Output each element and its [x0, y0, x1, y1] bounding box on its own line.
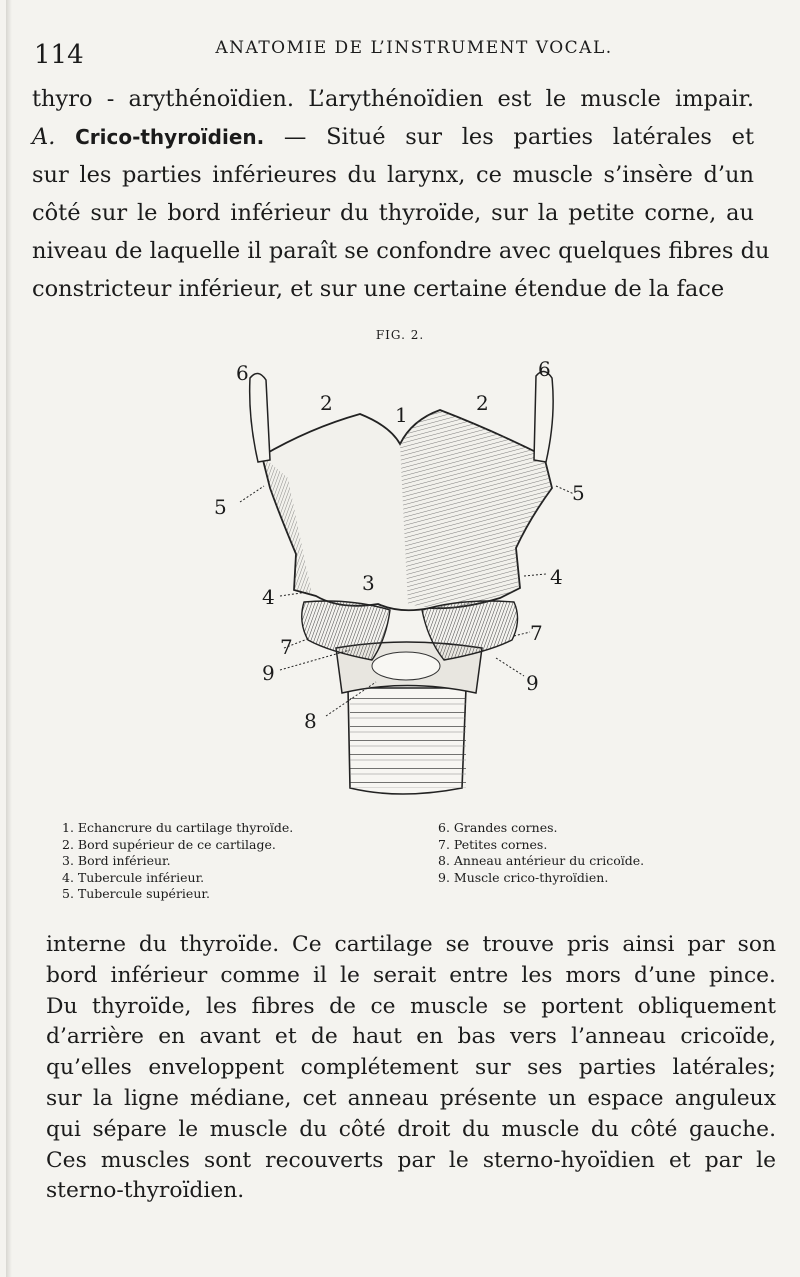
section-title: Crico-thyroïdien.	[75, 125, 265, 149]
callout-9-right: 9	[526, 671, 539, 695]
legend-item: 6. Grandes cornes.	[438, 820, 558, 835]
text-line: Ces muscles sont recouverts par le sterno-hyoïdien et par le	[46, 1147, 776, 1173]
figure-legend	[62, 820, 762, 910]
text-line: d’arrière en avant et de haut en bas vers l’anneau cricoïde,	[46, 1024, 776, 1050]
callout-7-left: 7	[280, 635, 293, 659]
callout-7-right: 7	[530, 621, 543, 645]
legend-item: 1. Echancrure du cartilage thyroïde.	[62, 820, 294, 835]
text-line: côté sur le bord inférieur du thyroïde, sur la petite corne, au	[32, 200, 754, 226]
page-number: 114	[34, 40, 84, 70]
body-text-top	[32, 80, 770, 308]
text-line: niveau de laquelle il paraît se confondre avec quelques fibres du	[32, 238, 770, 264]
text-line: constricteur inférieur, et sur une certaine étendue de la face	[32, 276, 725, 302]
callout-9-left: 9	[262, 661, 275, 685]
legend-item: 2. Bord supérieur de ce cartilage.	[62, 836, 276, 852]
legend-item: 9. Muscle crico-thyroïdien.	[438, 869, 609, 885]
callout-5-left: 5	[214, 495, 227, 519]
callout-4-left: 4	[262, 585, 275, 609]
callout-1: 1	[395, 403, 408, 427]
larynx-illustration	[200, 348, 600, 818]
legend-item: 8. Anneau antérieur du cricoïde.	[438, 853, 645, 868]
text-line: Du thyroïde, les fibres de ce muscle se portent obliquement	[46, 993, 776, 1019]
body-text-bottom	[46, 930, 776, 1207]
callout-8: 8	[304, 709, 317, 733]
section-letter: A.	[32, 124, 56, 150]
text-line: qu’elles enveloppent complétement sur ses parties latérales;	[46, 1055, 776, 1081]
callout-5-right: 5	[572, 481, 585, 505]
page-header	[34, 36, 764, 72]
figure-label: FIG. 2.	[375, 328, 425, 342]
text-line: sur les parties inférieures du larynx, ce muscle s’insère d’un	[32, 162, 754, 188]
text-line: sur la ligne médiane, cet anneau présente un espace anguleux	[46, 1085, 776, 1111]
callout-2-left: 2	[320, 391, 333, 415]
running-head: ANATOMIE DE L’INSTRUMENT VOCAL.	[215, 38, 613, 58]
callout-6-right: 6	[538, 357, 551, 381]
section-heading-line	[32, 118, 754, 156]
callout-4-right: 4	[550, 565, 563, 589]
legend-item: 5. Tubercule supérieur.	[62, 886, 210, 901]
legend-column-right	[438, 820, 758, 886]
legend-item: 7. Petites cornes.	[438, 836, 548, 852]
text-line: sterno-thyroïdien.	[46, 1178, 245, 1204]
superior-horn-left	[250, 373, 270, 462]
callout-6-left: 6	[236, 361, 249, 385]
superior-horn-right	[534, 371, 553, 462]
text-line: bord inférieur comme il le serait entre les mors d’une pince.	[46, 962, 776, 988]
text-line: interne du thyroïde. Ce cartilage se trouve pris ainsi par son	[46, 932, 776, 957]
text-line: qui sépare le muscle du côté droit du muscle du côté gauche.	[46, 1116, 776, 1142]
legend-column-left	[62, 820, 392, 903]
section-heading-rest: — Situé sur les parties latérales et	[264, 124, 754, 150]
callout-2-right: 2	[476, 391, 489, 415]
callout-3: 3	[362, 571, 375, 595]
larynx-drawing	[200, 348, 600, 818]
legend-item: 4. Tubercule inférieur.	[62, 869, 205, 885]
legend-item: 3. Bord inférieur.	[62, 853, 171, 868]
text-line: thyro - arythénoïdien. L’arythénoïdien est le muscle impair.	[32, 86, 754, 112]
